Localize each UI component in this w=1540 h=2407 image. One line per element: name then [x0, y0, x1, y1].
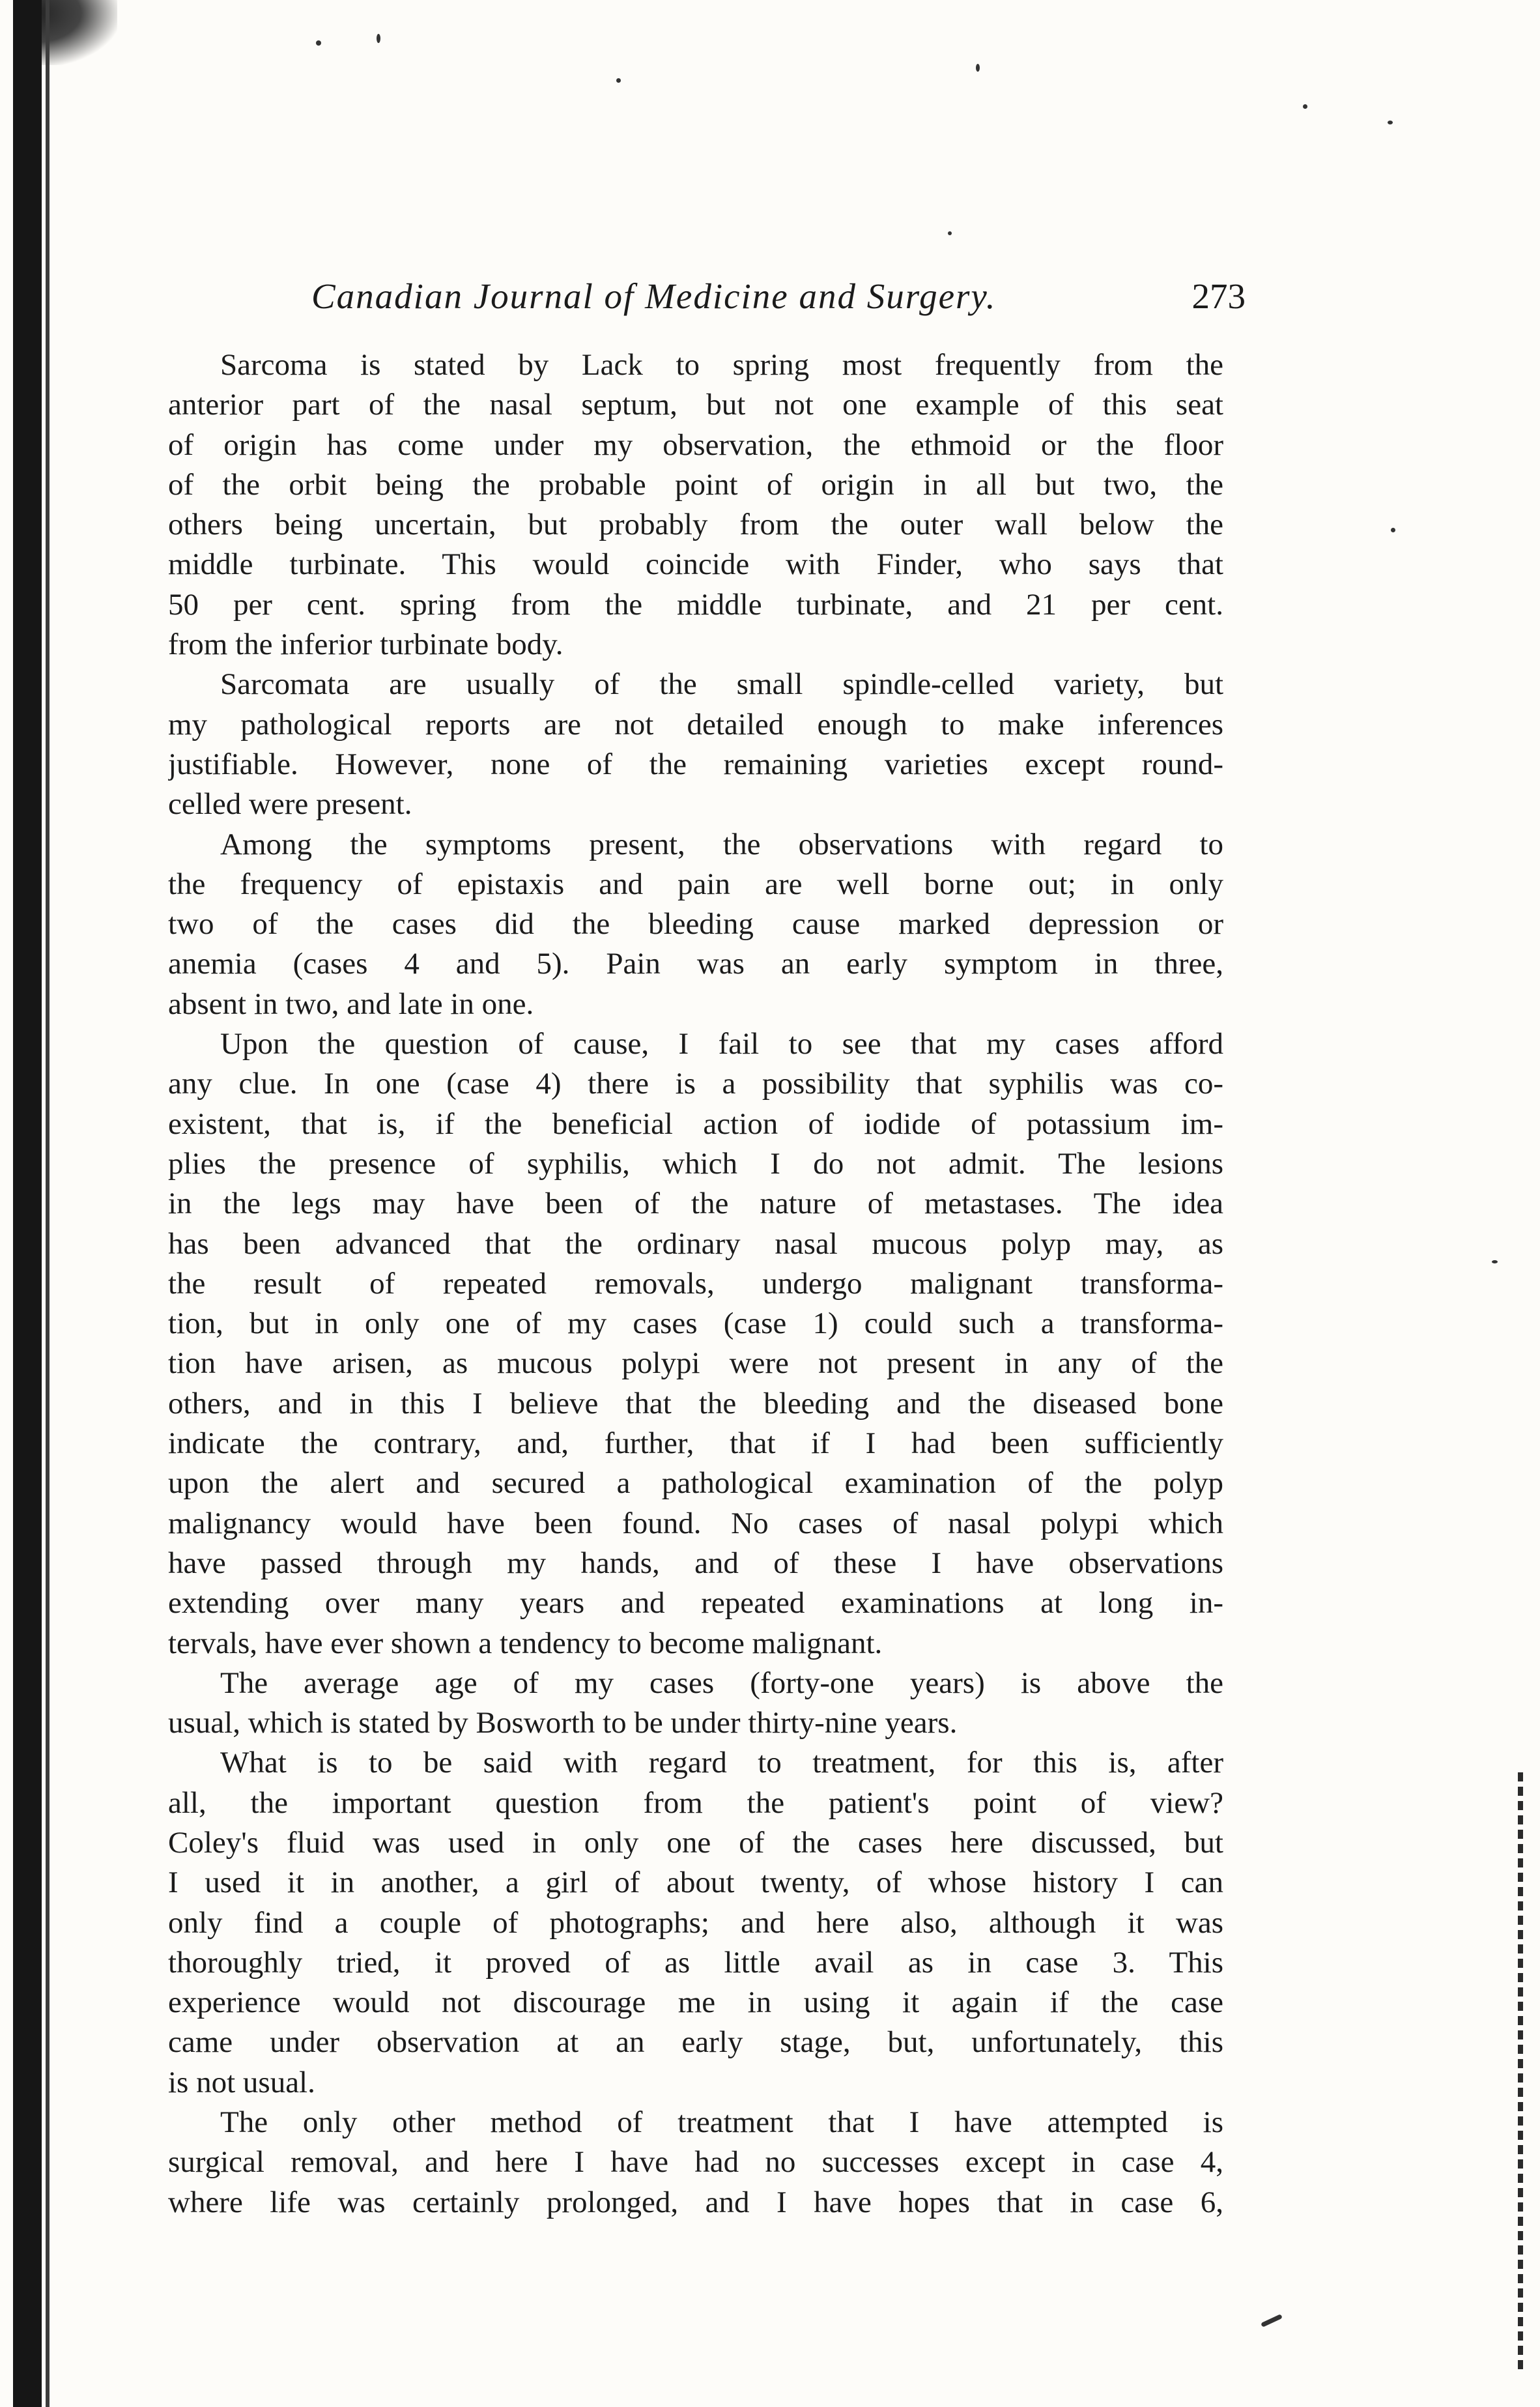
- text-line: middle turbinate. This would coincide with Finder, who says that: [168, 547, 1223, 582]
- text-line: from the inferior turbinate body.: [168, 627, 563, 662]
- text-line: of origin has come under my observation, the ethmoid or the floor: [168, 427, 1223, 462]
- text-line: where life was certainly prolonged, and I have hopes that in case 6,: [168, 2185, 1223, 2219]
- text-line: What is to be said with regard to treatment, for this is, after: [220, 1746, 1223, 1780]
- text-line: extending over many years and repeated examinations at long in-: [168, 1586, 1223, 1621]
- text-line: 50 per cent. spring from the middle turbinate, and 21 per cent.: [168, 587, 1223, 622]
- text-line: the result of repeated removals, undergo malignant transforma-: [168, 1266, 1223, 1301]
- scan-speck: [616, 78, 621, 83]
- article-body: [168, 345, 1223, 2223]
- scan-speck: [976, 64, 980, 72]
- running-header: [311, 274, 1246, 319]
- paragraph-cause: [168, 1024, 1223, 1664]
- text-line: anterior part of the nasal septum, but not one example of this seat: [168, 388, 1223, 422]
- text-line: plies the presence of syphilis, which I do not admit. The lesions: [168, 1146, 1223, 1181]
- text-line: only find a couple of photographs; and here also, although it was: [168, 1905, 1223, 1940]
- paragraph-sarcoma-origin: [168, 345, 1223, 665]
- text-line: in the legs may have been of the nature of metastases. The idea: [168, 1187, 1223, 1221]
- page-number: 273: [1191, 276, 1246, 316]
- text-line: came under observation at an early stage, but, unfortunately, this: [168, 2025, 1223, 2060]
- page-binding-edge: [13, 0, 42, 2407]
- paragraph-average-age: [168, 1664, 1223, 1744]
- text-line: tion, but in only one of my cases (case 1) could such a transforma-: [168, 1306, 1223, 1341]
- paragraph-sarcomata-variety: [168, 665, 1223, 824]
- text-line: anemia (cases 4 and 5). Pain was an early symptom in three,: [168, 947, 1223, 981]
- text-line: Upon the question of cause, I fail to see that my cases afford: [220, 1027, 1223, 1061]
- text-line: others being uncertain, but probably from the outer wall below the: [168, 508, 1223, 542]
- scan-speck: [1388, 121, 1393, 124]
- journal-title: Canadian Journal of Medicine and Surgery.: [311, 276, 997, 316]
- text-line: Among the symptoms present, the observations with regard to: [220, 827, 1223, 861]
- text-line: surgical removal, and here I have had no successes except in case 4,: [168, 2145, 1223, 2180]
- text-line: existent, that is, if the beneficial action of iodide of potassium im-: [168, 1106, 1223, 1141]
- text-line: celled were present.: [168, 787, 412, 822]
- text-line: of the orbit being the probable point of origin in all but two, the: [168, 467, 1223, 502]
- text-line: tion have arisen, as mucous polypi were not present in any of the: [168, 1346, 1223, 1381]
- scan-speck: [1492, 1260, 1498, 1263]
- text-line: is not usual.: [168, 2065, 315, 2099]
- text-line: Sarcoma is stated by Lack to spring most frequently from the: [220, 348, 1223, 382]
- text-line: any clue. In one (case 4) there is a possibility that syphilis was co-: [168, 1067, 1223, 1101]
- text-line: have passed through my hands, and of these I have observations: [168, 1546, 1223, 1580]
- text-line: the frequency of epistaxis and pain are well borne out; in only: [168, 867, 1223, 901]
- scan-speck: [948, 231, 952, 235]
- text-line: The average age of my cases (forty-one years) is above the: [220, 1665, 1223, 1700]
- text-line: Coley's fluid was used in only one of the cases here discussed, but: [168, 1825, 1223, 1860]
- scan-edge-marks: [1518, 1772, 1523, 2372]
- scan-speck: [1303, 104, 1307, 109]
- text-line: I used it in another, a girl of about twenty, of whose history I can: [168, 1866, 1223, 1900]
- paragraph-symptoms: [168, 825, 1223, 1024]
- text-line: malignancy would have been found. No cases of nasal polypi which: [168, 1506, 1223, 1540]
- text-line: justifiable. However, none of the remaining varieties except round-: [168, 747, 1223, 781]
- scan-speck: [1261, 2314, 1283, 2328]
- text-line: two of the cases did the bleeding cause marked depression or: [168, 907, 1223, 942]
- text-line: usual, which is stated by Bosworth to be under thirty-nine years.: [168, 1706, 958, 1740]
- text-line: has been advanced that the ordinary nasal mucous polyp may, as: [168, 1226, 1223, 1261]
- text-line: experience would not discourage me in using it again if the case: [168, 1985, 1223, 2020]
- scan-speck: [1391, 528, 1395, 532]
- text-line: indicate the contrary, and, further, that if I had been sufficiently: [168, 1426, 1223, 1461]
- text-line: my pathological reports are not detailed enough to make inferences: [168, 707, 1223, 742]
- paragraph-surgical-removal: [168, 2103, 1223, 2223]
- text-line: Sarcomata are usually of the small spindle-celled variety, but: [220, 667, 1223, 702]
- scan-speck: [377, 34, 380, 43]
- text-line: upon the alert and secured a pathological examination of the polyp: [168, 1466, 1223, 1501]
- text-line: thoroughly tried, it proved of as little avail as in case 3. This: [168, 1945, 1223, 1980]
- text-line: tervals, have ever shown a tendency to become malignant.: [168, 1626, 883, 1660]
- text-line: absent in two, and late in one.: [168, 987, 534, 1021]
- page-binding-shadow: [46, 0, 50, 2407]
- text-line: others, and in this I believe that the bleeding and the diseased bone: [168, 1386, 1223, 1420]
- paragraph-treatment: [168, 1743, 1223, 2103]
- text-line: all, the important question from the patient's point of view?: [168, 1785, 1223, 1820]
- scan-speck: [316, 40, 321, 46]
- text-line: The only other method of treatment that I have attempted is: [220, 2105, 1223, 2140]
